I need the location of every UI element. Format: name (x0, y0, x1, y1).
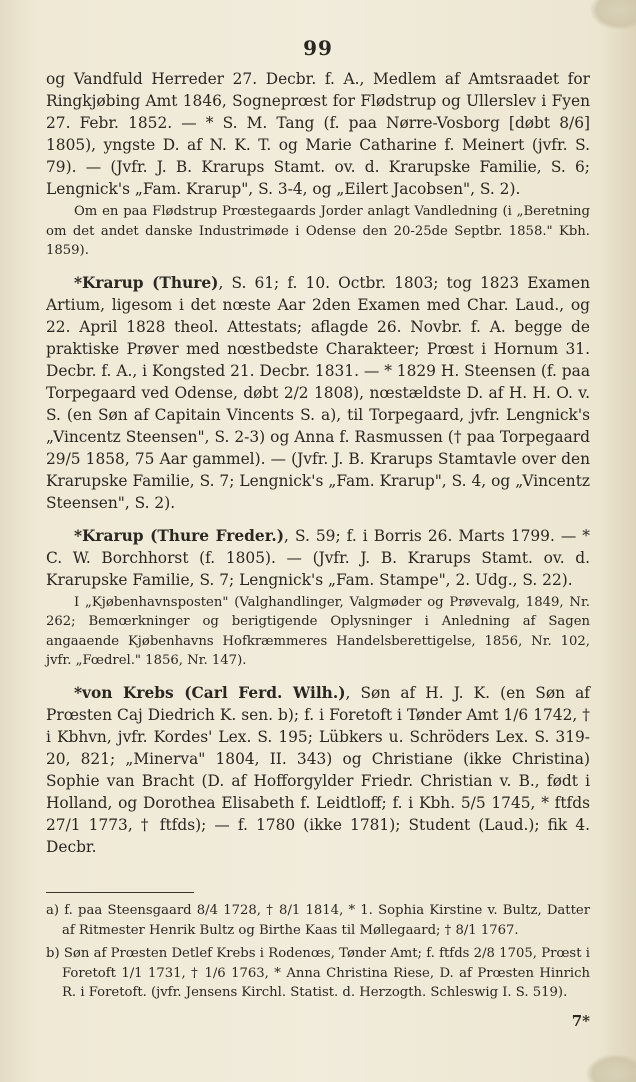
entry-von-krebs: *von Krebs (Carl Ferd. Wilh.), Søn af H. J. K. (en Søn af Prœsten Caj Diedrich K. sen. b); f. i Foretoft i Tønder Amt 1/6 1742, † i Kbhvn, jvfr. Kordes' Lex. S. 195; Lübkers u. Schröders Lex. S. 319-20, 821; „Minerva" 1804, II. 343) og Christiane (ikke Christina) Sophie van Bracht (D. af Hofforgylder Friedr. Christian v. B., født i Holland, og Dorothea Elisabeth f. Leidtloff; f. i Kbh. 5/5 1745, * ftfds 27/1 1773, † ftfds); — f. 1780 (ikke 1781); Student (Laud.); fik 4. Decbr. (46, 683, 590, 856)
paragraph-continuation: og Vandfuld Herreder 27. Decbr. f. A., Medlem af Amtsraadet for Ringkjøbing Amt 1846, Sogneprœst for Flødstrup og Ullerslev i Fyen 27. Febr. 1852. — * S. M. Tang (f. paa Nørre-Vosborg [døbt 8/6] 1805), yngste D. af N. K. T. og Marie Catharine f. Meinert (jvfr. S. 79). — (Jvfr. J. B. Krarups Stamt. ov. d. Krarupske Familie, S. 6; Lengnick's „Fam. Krarup", S. 3-4, og „Eilert Jacobsen", S. 2). (46, 70, 590, 198)
body-text (46, 68, 590, 858)
note-kjobenhavnsposten: I „Kjøbenhavnsposten" (Valghandlinger, Valgmøder og Prøvevalg, 1849, Nr. 262; Bemœrkninger og berigtigende Oplysninger i Anledning af Sagen angaaende Kjøbenhavns Hofkræmmeres Handelsberettigelse, 1856, Nr. 102, jvfr. „Fœdrel." 1856, Nr. 147). (46, 594, 590, 668)
entry-krarup-thure: *Krarup (Thure), S. 61; f. 10. Octbr. 1803; tog 1823 Examen Artium, ligesom i det nœste Aar 2den Examen med Char. Laud., og 22. April 1828 theol. Attestats; aflagde 26. Novbr. f. A. begge de praktiske Prøver med nœstbedste Charakteer; Prœst i Hornum 31. Decbr. f. A., i Kongsted 21. Decbr. 1831. — * 1829 H. Steensen (f. paa Torpegaard ved Odense, døbt 2/2 1808), nœstældste D. af H. H. O. v. S. (en Søn af Capitain Vincents S. a), til Torpegaard, jvfr. Lengnick's „Vincentz Steensen", S. 2-3) og Anna f. Rasmussen († paa Torpegaard 29/5 1858, 75 Aar gammel). — (Jvfr. J. B. Krarups Stamtavle over den Krarupske Familie, S. 7; Lengnick's „Fam. Krarup", S. 4, og „Vincentz Steensen", S. 2). (46, 273, 590, 512)
entry-headword: *von Krebs (Carl Ferd. Wilh.) (74, 683, 346, 702)
footnote-rule (46, 892, 194, 893)
footnotes (46, 892, 590, 1007)
footnote-b: b) Søn af Prœsten Detlef Krebs i Rodenœs, Tønder Amt; f. ftfds 2/8 1705, Prœst i Foretoft 1/1 1731, † 1/6 1763, * Anna Christina Riese, D. af Prœsten Hinrich R. i Foretoft. (jvfr. Jensens Kirchl. Statist. d. Herzogth. Schleswig I. S. 519). (46, 946, 590, 1000)
page-number: 99 (303, 36, 333, 60)
signature-mark: 7* (571, 1012, 590, 1030)
entry-headword: *Krarup (Thure) (74, 273, 219, 292)
footnote-a: a) f. paa Steensgaard 8/4 1728, † 8/1 1814, * 1. Sophia Kirstine v. Bultz, Datter af Ritmester Henrik Bultz og Birthe Kaas til Møllegaard; † 8/1 1767. (46, 903, 590, 938)
corner-ring-top (590, 0, 636, 30)
entry-krarup-thure-freder: *Krarup (Thure Freder.), S. 59; f. i Borris 26. Marts 1799. — * C. W. Borchhorst (f. 1805). — (Jvfr. J. B. Krarups Stamt. ov. d. Krarupske Familie, S. 7; Lengnick's „Fam. Stampe", 2. Udg., S. 22). (46, 526, 590, 589)
corner-ring-bottom (586, 1054, 636, 1082)
note-vandledning: Om en paa Flødstrup Prœstegaards Jorder anlagt Vandledning (i „Beretning om det andet danske Industrimøde i Odense den 20-25de Septbr. 1858." Kbh. 1859). (46, 204, 590, 258)
entry-headword: *Krarup (Thure Freder.) (74, 526, 285, 545)
